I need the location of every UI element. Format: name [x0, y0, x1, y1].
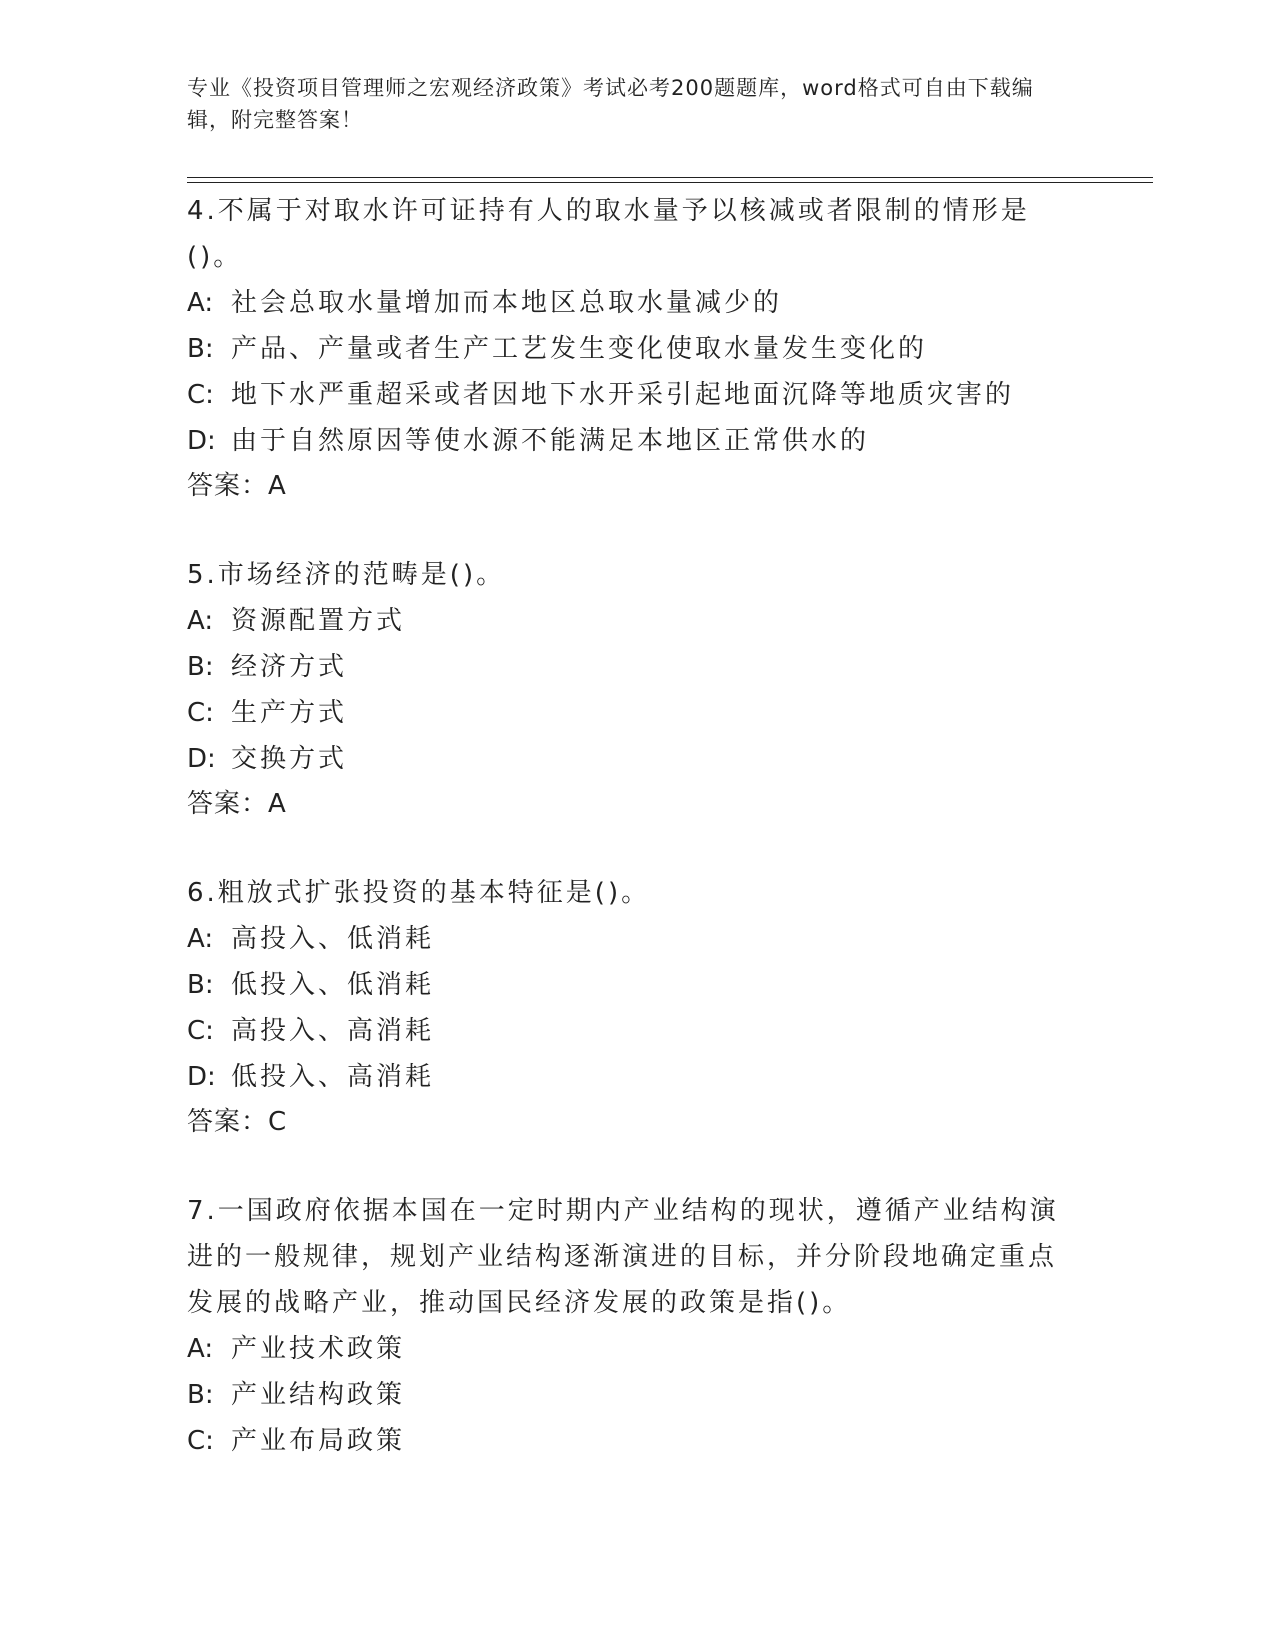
option-letter: A: [187, 924, 214, 954]
option-b [187, 1372, 1067, 1418]
option-text: 低投入、高消耗 [231, 1062, 435, 1092]
option-b [187, 326, 1067, 372]
option-text: 产品、产量或者生产工艺发生变化使取水量发生变化的 [231, 334, 928, 364]
option-text: 交换方式 [231, 744, 348, 774]
option-text: 低投入、低消耗 [231, 970, 435, 1000]
option-text: 高投入、高消耗 [231, 1016, 435, 1046]
answer-line: 答案：A [187, 471, 287, 501]
question-7 [187, 1188, 1067, 1464]
option-b [187, 962, 1067, 1008]
option-b [187, 644, 1067, 690]
option-letter: C: [187, 1016, 214, 1046]
option-a [187, 1326, 1067, 1372]
header-divider-bottom [187, 182, 1153, 183]
question-5 [187, 552, 1067, 826]
option-d [187, 736, 1067, 782]
document-intro: 专业《投资项目管理师之宏观经济政策》考试必考200题题库，word格式可自由下载编辑，附完整答案！ [187, 76, 1034, 132]
question-stem: 7.一国政府依据本国在一定时期内产业结构的现状，遵循产业结构演进的一般规律，规划产业结构逐渐演进的目标，并分阶段地确定重点发展的战略产业，推动国民经济发展的政策是指()。 [187, 1196, 1059, 1318]
option-letter: C: [187, 698, 214, 728]
option-c [187, 1008, 1067, 1054]
option-text: 产业技术政策 [231, 1334, 406, 1364]
option-letter: D: [187, 1062, 216, 1092]
option-text: 经济方式 [231, 652, 348, 682]
option-c [187, 1418, 1067, 1464]
option-letter: B: [187, 970, 214, 1000]
option-text: 资源配置方式 [231, 606, 406, 636]
option-letter: B: [187, 652, 214, 682]
option-text: 由于自然原因等使水源不能满足本地区正常供水的 [231, 426, 870, 456]
header-divider-top [187, 177, 1153, 178]
question-6 [187, 870, 1067, 1144]
option-a [187, 280, 1067, 326]
option-text: 产业布局政策 [231, 1426, 406, 1456]
option-letter: A: [187, 288, 214, 318]
option-letter: A: [187, 1334, 214, 1364]
option-letter: A: [187, 606, 214, 636]
option-letter: D: [187, 744, 216, 774]
question-4 [187, 188, 1067, 508]
option-d [187, 418, 1067, 464]
answer-line: 答案：C [187, 1107, 288, 1137]
option-d [187, 1054, 1067, 1100]
option-text: 高投入、低消耗 [231, 924, 435, 954]
option-c [187, 690, 1067, 736]
question-stem: 5.市场经济的范畴是()。 [187, 560, 506, 590]
option-letter: D: [187, 426, 216, 456]
option-text: 地下水严重超采或者因地下水开采引起地面沉降等地质灾害的 [231, 380, 1015, 410]
option-text: 产业结构政策 [231, 1380, 406, 1410]
option-letter: C: [187, 1426, 214, 1456]
option-text: 生产方式 [231, 698, 348, 728]
question-stem: 6.粗放式扩张投资的基本特征是()。 [187, 878, 651, 908]
option-text: 社会总取水量增加而本地区总取水量减少的 [231, 288, 783, 318]
question-stem: 4.不属于对取水许可证持有人的取水量予以核减或者限制的情形是()。 [187, 196, 1030, 272]
option-letter: B: [187, 1380, 214, 1410]
option-letter: C: [187, 380, 214, 410]
option-c [187, 372, 1067, 418]
answer-line: 答案：A [187, 789, 287, 819]
question-list [187, 188, 1067, 1508]
option-a [187, 916, 1067, 962]
option-a [187, 598, 1067, 644]
option-letter: B: [187, 334, 214, 364]
